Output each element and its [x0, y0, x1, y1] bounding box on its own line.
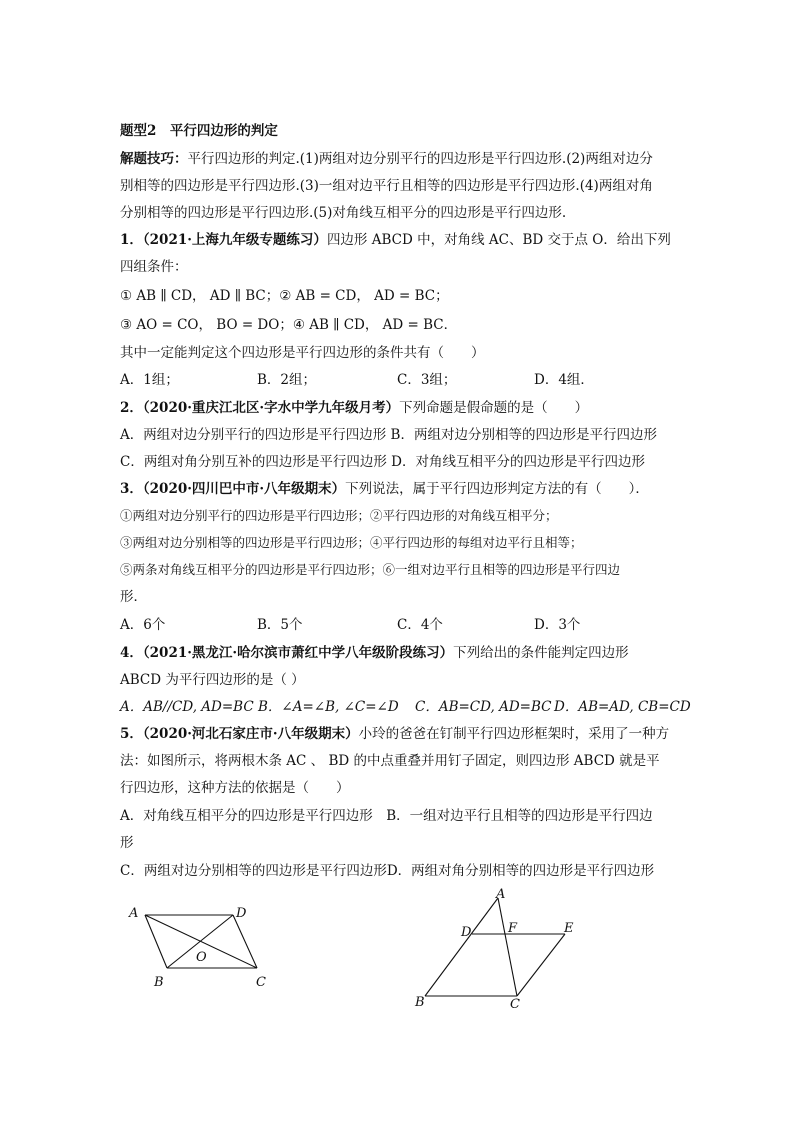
- q2-line-1: [120, 398, 690, 418]
- q2-number: 2．: [120, 400, 143, 416]
- q3-stem: 下列说法，属于平行四边形判定方法的有（ ）．: [345, 481, 649, 497]
- segment-ab: [425, 898, 498, 996]
- figure-parallelogram-abcd: [120, 895, 290, 995]
- q1-option-c: C．3组；: [397, 372, 457, 388]
- q5-options-line-2: 形: [120, 835, 134, 851]
- q3-number: 3．: [120, 481, 143, 497]
- q4-stem-line-2: ABCD 为平行四边形的是（ ）: [120, 672, 305, 688]
- tips-text-1: 平行四边形的判定.(1)两组对边分别平行的四边形是平行四边形.(2)两组对边分: [187, 151, 653, 167]
- label-d: D: [461, 925, 472, 940]
- q5-line-1: [120, 724, 690, 744]
- side-ba: [145, 915, 167, 968]
- q1-stem: 其中一定能判定这个四边形是平行四边形的条件共有（ ）: [120, 345, 485, 361]
- segment-ac: [498, 898, 517, 996]
- section-title: 题型2 平行四边形的判定: [120, 123, 278, 139]
- q3-option-a: A．6个: [120, 617, 166, 633]
- figure-triangle-abc: [410, 887, 590, 1012]
- q1-line-2: 四组条件：: [120, 259, 188, 275]
- label-a: A: [496, 887, 506, 902]
- tips-label: 解题技巧：: [120, 151, 188, 167]
- label-o: O: [196, 950, 207, 965]
- label-c: C: [256, 975, 266, 990]
- q3-items-line-2: ③两组对边分别相等的四边形是平行四边形；④平行四边形的每组对边平行且相等；: [120, 535, 583, 550]
- q4-number: 4．: [120, 645, 143, 661]
- q2-stem: 下列命题是假命题的是（ ）: [399, 400, 589, 416]
- label-e: E: [564, 921, 574, 936]
- q2-options-line-1: A．两组对边分别平行的四边形是平行四边形 B．两组对边分别相等的四边形是平行四边形: [120, 427, 657, 443]
- q3-items-line-3: ⑤两条对角线互相平分的四边形是平行四边形；⑥一组对边平行且相等的四边形是平行四边: [120, 562, 621, 577]
- label-b: B: [415, 995, 425, 1010]
- q3-source: （2020·四川巴中市·八年级期末）: [142, 481, 346, 497]
- q3-option-d: D．3个: [534, 617, 581, 633]
- q1-source: （2021·上海九年级专题练习）: [142, 232, 327, 248]
- q1-option-a: A．1组；: [120, 372, 179, 388]
- label-a: A: [129, 906, 139, 921]
- tips-line-3: 分别相等的四边形是平行四边形.(5)对角线互相平分的四边形是平行四边形.: [120, 205, 567, 221]
- q5-line-3: 行四边形，这种方法的依据是（ ）: [120, 780, 350, 796]
- q4-option-c: C．AB=CD, AD=BC: [415, 699, 552, 715]
- q1-option-d: D．4组．: [534, 372, 594, 388]
- q3-items-line-4: 形．: [120, 589, 147, 605]
- segment-ec: [517, 934, 565, 996]
- q1-line-1: [120, 230, 690, 250]
- tips-line-2: 别相等的四边形是平行四边形.(3)一组对边平行且相等的四边形是平行四边形.(4)两组对角: [120, 178, 653, 194]
- label-c: C: [510, 997, 520, 1012]
- q3-items-line-1: ①两组对边分别平行的四边形是平行四边形；②平行四边形的对角线互相平分；: [120, 508, 558, 523]
- q5-options-line-1: A．对角线互相平分的四边形是平行四边形 B．一组对边平行且相等的四边形是平行四边: [120, 808, 653, 824]
- q4-option-d: D．AB=AD, CB=CD: [554, 699, 691, 715]
- q4-line-1: [120, 643, 690, 663]
- q2-options-line-2: C．两组对角分别互补的四边形是平行四边形 D．对角线互相平分的四边形是平行四边形: [120, 454, 645, 470]
- side-dc: [233, 915, 257, 968]
- q5-line-2: 法：如图所示，将两根木条 AC 、 BD 的中点重叠并用钉子固定，则四边形 ABCD 就是平: [120, 753, 660, 769]
- q3-option-b: B．5个: [257, 617, 303, 633]
- q4-option-a: A．AB//CD, AD=BC: [120, 699, 254, 715]
- label-b: B: [154, 975, 164, 990]
- q1-number: 1．: [120, 232, 143, 248]
- tips-line-1: [120, 149, 690, 169]
- label-d: D: [236, 906, 247, 921]
- q4-source: （2021·黑龙江·哈尔滨市萧红中学八年级阶段练习）: [142, 645, 454, 661]
- q5-options-line-3: C．两组对边分别相等的四边形是平行四边形D．两组对角分别相等的四边形是平行四边形: [120, 863, 655, 879]
- q2-source: （2020·重庆江北区·字水中学九年级月考）: [142, 400, 400, 416]
- q1-text-1: 四边形 ABCD 中，对角线 AC、BD 交于点 O．给出下列: [326, 232, 671, 248]
- q5-number: 5．: [120, 726, 143, 742]
- q1-option-b: B．2组；: [257, 372, 317, 388]
- label-f: F: [508, 921, 518, 936]
- q5-source: （2020·河北石家庄市·八年级期末）: [142, 726, 359, 742]
- q1-condition-2: ③ AO = CO， BO = DO；④ AB ∥ CD， AD = BC．: [120, 317, 458, 333]
- q3-option-c: C．4个: [397, 617, 443, 633]
- q5-text-1: 小玲的爸爸在钉制平行四边形框架时，采用了一种方: [358, 726, 670, 742]
- q4-stem-1: 下列给出的条件能判定四边形: [453, 645, 629, 661]
- q1-condition-1: ① AB ∥ CD， AD ∥ BC；② AB = CD， AD = BC；: [120, 288, 449, 304]
- q4-option-b: B．∠A=∠B, ∠C=∠D: [258, 699, 399, 715]
- q3-line-1: [120, 479, 690, 499]
